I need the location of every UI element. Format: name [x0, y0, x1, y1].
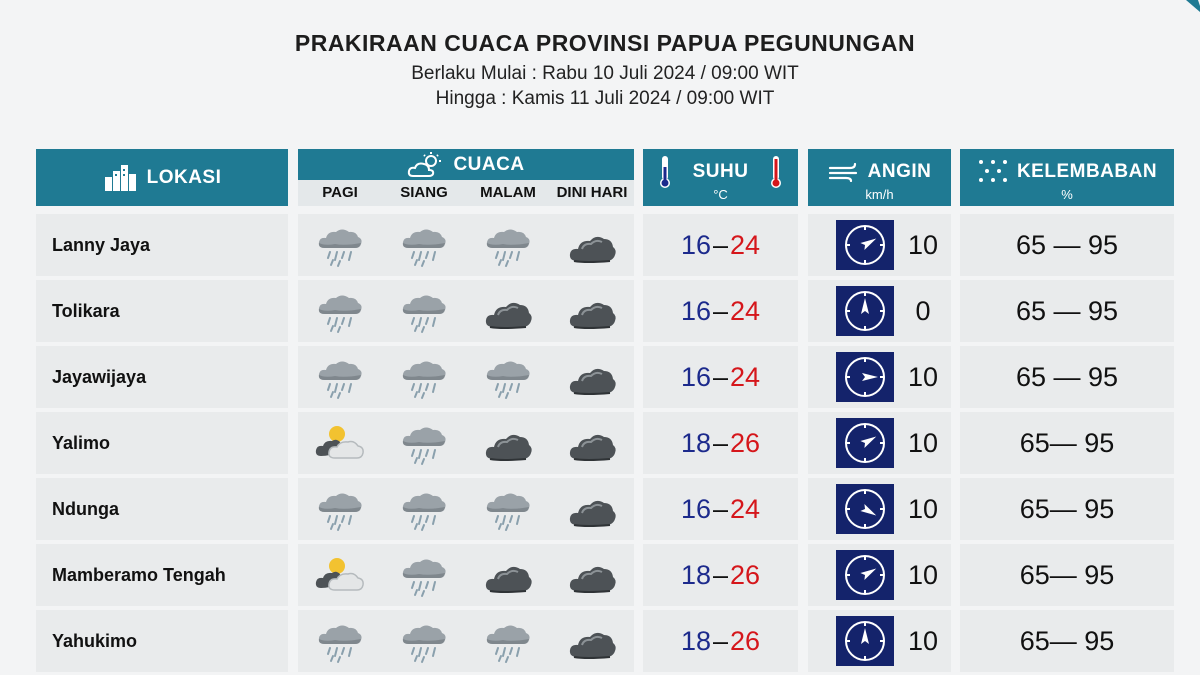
temp-dash: –: [712, 626, 729, 656]
rain-icon: [382, 280, 466, 342]
rain-icon: [466, 478, 550, 540]
location-name: Yahukimo: [52, 631, 138, 651]
temperature-cell: [643, 412, 798, 474]
humidity-range: 65— 95: [1019, 428, 1115, 458]
location-name: Tolikara: [52, 301, 120, 321]
temp-min: 16: [680, 362, 711, 392]
kelembaban-label: KELEMBABAN: [1016, 160, 1158, 182]
compass-icon: [836, 286, 894, 336]
wind-speed: 10: [907, 362, 939, 392]
humidity-range: 65— 95: [1019, 560, 1115, 590]
wind-speed: 10: [907, 428, 939, 458]
weather-cells: [298, 214, 634, 276]
header-cuaca: [298, 149, 634, 180]
partly-cloudy-icon: [298, 544, 382, 606]
kelembaban-unit: %: [1061, 187, 1073, 202]
temp-max: 26: [730, 626, 761, 656]
wind-cell: [808, 280, 951, 342]
humidity-range: 65 — 95: [1015, 230, 1119, 260]
humidity-drops-icon: [977, 158, 1009, 186]
city-icon: [103, 163, 139, 193]
lokasi-cell: [36, 346, 288, 408]
weather-cells: [298, 280, 634, 342]
compass-icon: [836, 220, 894, 270]
humidity-cell: [960, 346, 1174, 408]
location-name: Ndunga: [52, 499, 119, 519]
valid-from: Berlaku Mulai : Rabu 10 Juli 2024 / 09:00 WIT: [411, 63, 799, 84]
rain-icon: [466, 214, 550, 276]
lokasi-cell: [36, 544, 288, 606]
suhu-unit: °C: [713, 187, 728, 202]
lokasi-cell: [36, 280, 288, 342]
temp-dash: –: [712, 494, 729, 524]
temp-max: 26: [730, 560, 761, 590]
temp-min: 18: [680, 428, 711, 458]
wind-speed: 0: [915, 296, 931, 326]
rain-icon: [382, 544, 466, 606]
rain-icon: [298, 610, 382, 672]
wind-cell: [808, 412, 951, 474]
partly-cloudy-icon: [298, 412, 382, 474]
page-title: PRAKIRAAN CUACA PROVINSI PAPUA PEGUNUNGAN: [294, 30, 916, 56]
humidity-range: 65— 95: [1019, 626, 1115, 656]
period-pagi: PAGI: [322, 184, 358, 201]
wind-icon: [828, 162, 860, 182]
thermometer-hot-icon: [770, 155, 782, 189]
lokasi-cell: [36, 610, 288, 672]
temp-max: 24: [730, 494, 761, 524]
rain-icon: [382, 610, 466, 672]
humidity-range: 65 — 95: [1015, 296, 1119, 326]
angin-unit: km/h: [865, 187, 894, 202]
temperature-cell: [643, 214, 798, 276]
lokasi-label: LOKASI: [146, 166, 222, 188]
cloudy-icon: [550, 214, 634, 276]
temp-max: 24: [730, 230, 761, 260]
temp-max: 24: [730, 362, 761, 392]
valid-to: Hingga : Kamis 11 Juli 2024 / 09:00 WIT: [435, 88, 775, 109]
location-name: Jayawijaya: [52, 367, 147, 387]
temp-dash: –: [712, 296, 729, 326]
lokasi-cell: [36, 478, 288, 540]
rain-icon: [382, 478, 466, 540]
corner-logo-fragment: [1160, 0, 1200, 20]
weather-cells: [298, 412, 634, 474]
wind-cell: [808, 346, 951, 408]
temp-min: 18: [680, 560, 711, 590]
sun-cloud-icon: [407, 152, 445, 178]
wind-speed: 10: [907, 560, 939, 590]
temp-min: 16: [680, 494, 711, 524]
period-dini-hari: DINI HARI: [556, 184, 628, 201]
period-siang: SIANG: [400, 184, 448, 201]
humidity-cell: [960, 214, 1174, 276]
cloudy-icon: [550, 544, 634, 606]
rain-icon: [298, 214, 382, 276]
cloudy-icon: [550, 610, 634, 672]
cloudy-icon: [466, 544, 550, 606]
lokasi-cell: [36, 214, 288, 276]
cloudy-icon: [550, 412, 634, 474]
wind-cell: [808, 610, 951, 672]
temp-max: 26: [730, 428, 761, 458]
header-angin: [808, 149, 951, 206]
rain-icon: [298, 346, 382, 408]
temperature-cell: [643, 346, 798, 408]
wind-cell: [808, 544, 951, 606]
thermometer-cold-icon: [659, 155, 671, 189]
weather-cells: [298, 610, 634, 672]
rain-icon: [382, 412, 466, 474]
cloudy-icon: [550, 280, 634, 342]
cuaca-label: CUACA: [453, 153, 525, 175]
humidity-range: 65 — 95: [1015, 362, 1119, 392]
angin-label: ANGIN: [867, 160, 932, 182]
compass-icon: [836, 616, 894, 666]
humidity-range: 65— 95: [1019, 494, 1115, 524]
rain-icon: [298, 280, 382, 342]
temp-max: 24: [730, 296, 761, 326]
temp-dash: –: [712, 560, 729, 590]
temp-min: 16: [680, 230, 711, 260]
rain-icon: [382, 346, 466, 408]
wind-speed: 10: [907, 494, 939, 524]
temp-min: 16: [680, 296, 711, 326]
temp-dash: –: [712, 230, 729, 260]
period-header: [298, 180, 634, 206]
temp-dash: –: [712, 428, 729, 458]
humidity-cell: [960, 280, 1174, 342]
location-name: Mamberamo Tengah: [52, 565, 226, 585]
rain-icon: [382, 214, 466, 276]
header-lokasi: [36, 149, 288, 206]
wind-cell: [808, 214, 951, 276]
location-name: Yalimo: [52, 433, 111, 453]
period-malam: MALAM: [480, 184, 536, 201]
wind-speed: 10: [907, 230, 939, 260]
temperature-cell: [643, 610, 798, 672]
rain-icon: [466, 610, 550, 672]
cloudy-icon: [550, 346, 634, 408]
weather-cells: [298, 544, 634, 606]
compass-icon: [836, 418, 894, 468]
rain-icon: [466, 346, 550, 408]
humidity-cell: [960, 610, 1174, 672]
compass-icon: [836, 352, 894, 402]
humidity-cell: [960, 478, 1174, 540]
humidity-cell: [960, 544, 1174, 606]
temp-min: 18: [680, 626, 711, 656]
weather-cells: [298, 346, 634, 408]
temperature-cell: [643, 280, 798, 342]
compass-icon: [836, 550, 894, 600]
weather-cells: [298, 478, 634, 540]
cloudy-icon: [466, 280, 550, 342]
compass-icon: [836, 484, 894, 534]
suhu-label: SUHU: [692, 160, 749, 182]
header-suhu: [643, 149, 798, 206]
temperature-cell: [643, 544, 798, 606]
humidity-cell: [960, 412, 1174, 474]
location-name: Lanny Jaya: [52, 235, 151, 255]
cloudy-icon: [466, 412, 550, 474]
temp-dash: –: [712, 362, 729, 392]
title-block: [0, 30, 1200, 111]
lokasi-cell: [36, 412, 288, 474]
rain-icon: [298, 478, 382, 540]
wind-cell: [808, 478, 951, 540]
temperature-cell: [643, 478, 798, 540]
wind-speed: 10: [907, 626, 939, 656]
cloudy-icon: [550, 478, 634, 540]
header-kelembaban: [960, 149, 1174, 206]
